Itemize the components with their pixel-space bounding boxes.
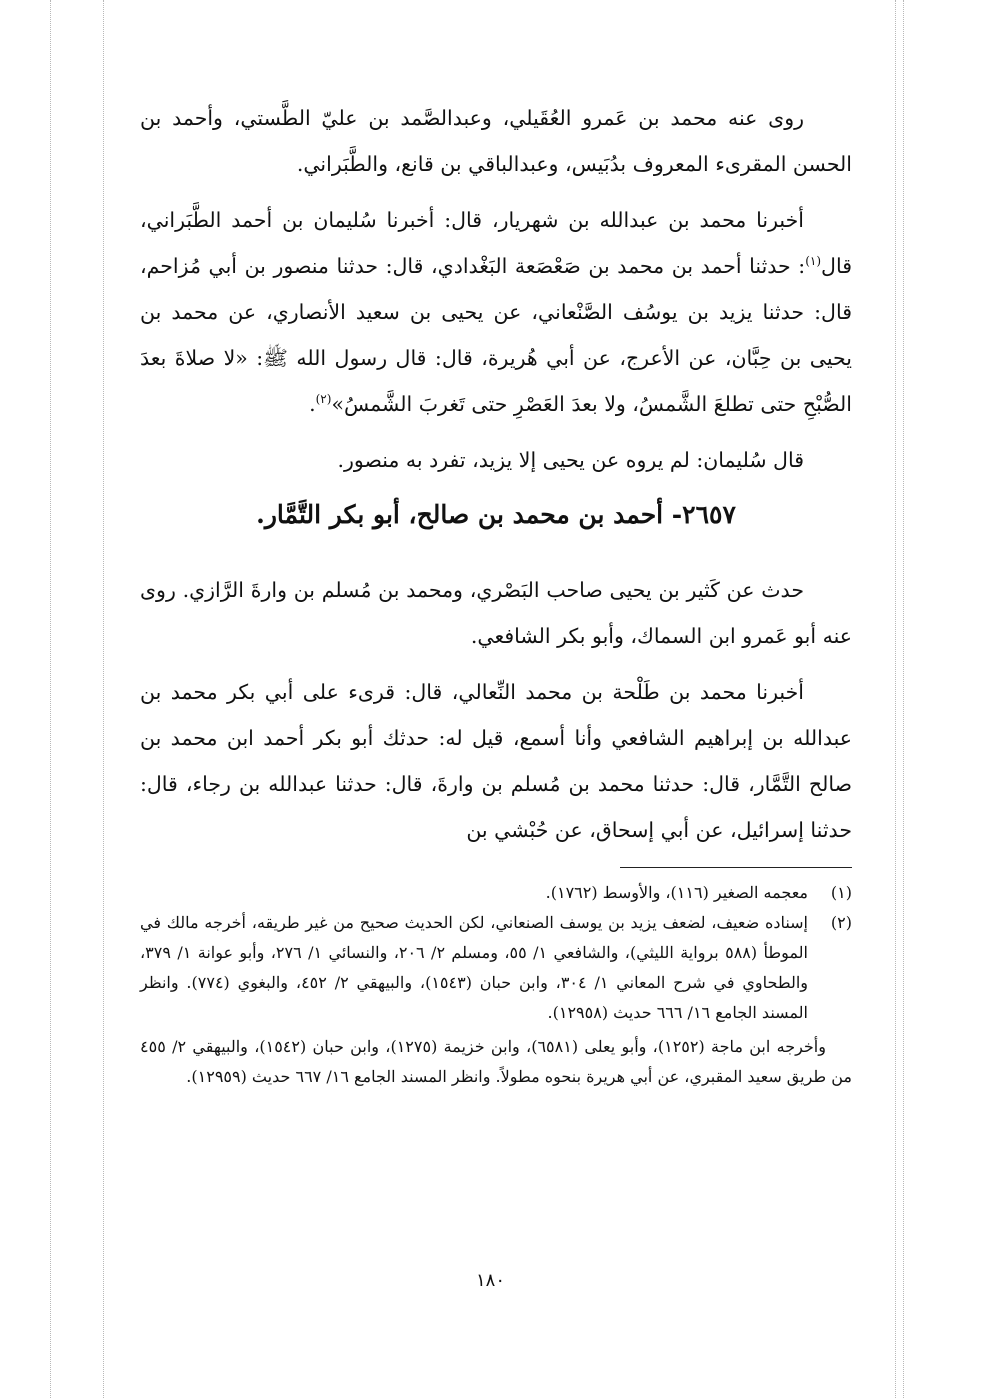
page-number: ١٨٠ — [475, 1270, 505, 1291]
footnote-text: معجمه الصغير (١١٦)، والأوسط (١٧٦٢). — [545, 883, 808, 902]
scan-guide-line — [50, 0, 51, 1398]
paragraph-biography: حدث عن كَثير بن يحيى صاحب البَصْري، ومحمد بن مُسلم بن وارةَ الرَّازي. روى عنه أبو عَمرو ابن السماك، وأبو بكر الشافعي. — [140, 578, 852, 648]
hadith-text-start: أخبرنا محمد بن عبدالله بن شهريار، قال: أخبرنا سُليمان بن أحمد الطَّبَراني، قال — [140, 208, 852, 278]
footnote-number: (١) — [830, 883, 852, 902]
hadith-text-end: . — [309, 392, 316, 416]
scan-guide-line — [903, 0, 904, 1398]
paragraph-narrators: روى عنه محمد بن عَمرو العُقَيلي، وعبدالصَّمد بن عليّ الطَّستي، وأحمد بن الحسن المقرىء المعروف بدُبَيس، وعبدالباقي بن قانع، والطَّبَراني. — [140, 106, 852, 176]
footnote-ref-2[interactable]: (٢) — [315, 392, 332, 407]
footnote-number: (٢) — [830, 913, 852, 932]
footnote-2 — [140, 908, 852, 1028]
footnote-1 — [140, 878, 852, 908]
scan-guide-line — [103, 0, 104, 1398]
footnote-text: إسناده ضعيف، لضعف يزيد بن يوسف الصنعاني، لكن الحديث صحيح من غير طريقه، أخرجه مالك في الموطأ (٥٨٨ برواية الليثي)، والشافعي ١/ ٥٥، ومسلم ٢/ ٢٠٦، والنسائي ١/ ٢٧٦، وأبو عوانة ١/ ٣٧٩، والطحاوي في شرح المعاني ١/ ٣٠٤، وابن حبان (١٥٤٣)، والبيهقي ٢/ ٤٥٢، والبغوي (٧٧٤). وانظر المسند الجامع ١٦/ ٦٦٦ حديث (١٢٩٥٨). — [140, 913, 809, 1022]
paragraph-hadith-chain — [140, 197, 852, 427]
footnote-ref-1[interactable]: (١) — [805, 254, 822, 269]
footnote-2-continuation: وأخرجه ابن ماجة (١٢٥٢)، وأبو يعلى (٦٥٨١)، وابن خزيمة (١٢٧٥)، وابن حبان (١٥٤٢)، والبيهقي ٢/ ٤٥٥ من طريق سعيد المقبري، عن أبي هريرة بنحوه مطولاً. وانظر المسند الجامع ١٦/ ٦٦٧ حديث (١٢٩٥٩). — [140, 1037, 852, 1086]
main-text — [140, 95, 852, 853]
hadith-text-middle: : حدثنا أحمد بن محمد بن صَعْصَعة البَغْدادي، قال: حدثنا منصور بن أبي مُزاحم، قال: حدثنا يزيد بن يوسُف الصَّنْعاني، عن يحيى بن سعيد الأنصاري، عن محمد بن يحيى بن حِبَّان، عن الأعرج، عن أبي هُريرة، قال: قال رسول الله ﷺ: «لا صلاةَ بعدَ الصُّبْحِ حتى تطلعَ الشَّمسُ، ولا بعدَ العَصْرِ حتى تَغربَ الشَّمسُ» — [140, 254, 852, 416]
footnote-separator — [620, 867, 852, 868]
footnotes — [140, 878, 852, 1092]
paragraph-second-chain: أخبرنا محمد بن طَلْحة بن محمد النِّعالي، قال: قرىء على أبي بكر محمد بن عبدالله بن إبراهيم الشافعي وأنا أسمع، قيل له: حدثك أبو بكر أحمد ابن محمد بن صالح التَّمَّار، قال: حدثنا محمد بن مُسلم بن وارةَ، قال: حدثنا عبدالله بن رجاء، قال: حدثنا إسرائيل، عن أبي إسحاق، عن حُبْشي بن — [140, 680, 852, 842]
entry-heading: ٢٦٥٧- أحمد بن محمد بن صالح، أبو بكر التَّمَّار. — [256, 500, 736, 529]
sulayman-remark: قال سُليمان: لم يروه عن يحيى إلا يزيد، تفرد به منصور. — [337, 448, 804, 472]
scan-guide-line — [895, 0, 896, 1398]
book-page — [140, 95, 852, 1092]
